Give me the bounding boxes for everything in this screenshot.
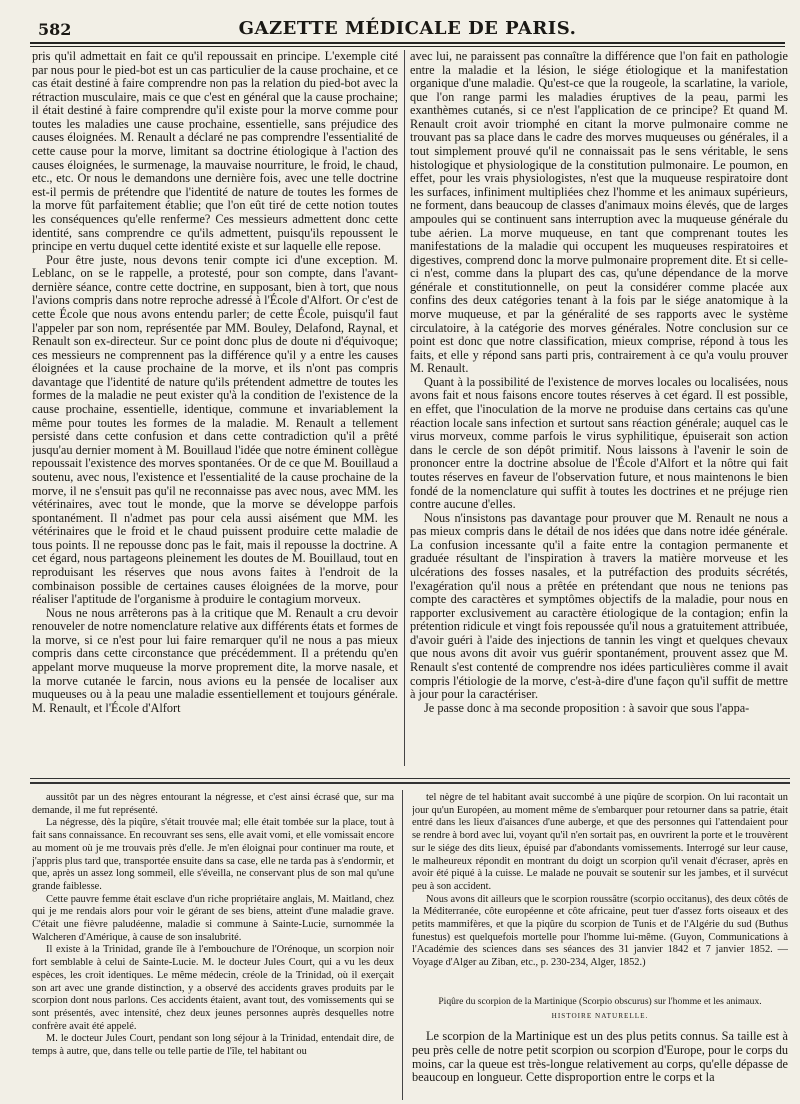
paragraph: Le scorpion de la Martinique est un des plus petits connus. Sa taille est à peu près celle de notre petit scorpion ou scorpion d'Europe, pour le corps du moins, car la queue est très-longue relativement au corps, qu'elle dépasse de beaucoup en longueur. Cette disproportion entre le corps et la: [412, 1030, 788, 1085]
paragraph: Quant à la possibilité de l'existence de morves locales ou localisées, nous avons fait et nous faisons encore toutes réserves à cet égard. Il est possible, en effet, que l'inoculation de la morve ne produise dans certains cas qu'une réaction locale sans infection et surtout sans réaction générale; auquel cas le virus morveux, comme parfois le virus syphilitique, épuiserait son action dans le cercle de son dépôt primitif. Nous laissons à l'avenir le soin de prononcer entre la doctrine absolue de l'École d'Alfort et la nôtre qui fait toutes réserves en faveur de l'observation future, et nous maintenons le bien fondé de la nomenclature qui suffit à toutes les doctrines et ne préjuge rien contre aucune d'elles.: [410, 374, 788, 512]
column-divider: [402, 790, 403, 1100]
section-separator-thick: [30, 782, 790, 784]
section-body: [412, 1030, 788, 1100]
paragraph: Cette pauvre femme était esclave d'un riche propriétaire anglais, M. Maitland, chez qui je me rendais alors pour voir le gérant de ses biens, atteint d'une maladie grave. C'était une fièvre paludéenne, maladie si commune à Sainte-Lucie, surnommée la Walcheren d'Amérique, à cause de son insalubrité.: [32, 893, 394, 943]
paragraph: aussitôt par un des nègres entourant la négresse, et c'est ainsi écrasé que, sur ma demande, il me fut représenté.: [32, 792, 394, 816]
page-number: 582: [38, 20, 72, 39]
feuilleton-left-column: [32, 792, 394, 1096]
paragraph: Pour être juste, nous devons tenir compte ici d'une exception. M. Leblanc, on se le rappelle, a protesté, pour son compte, dans l'avant-dernière séance, contre cette doctrine, en supposant, bien à tort, que nous l'avions compris dans notre reproche adressé à l'École d'Alfort. Or c'est de cette École que nous avons entendu parler; de cette École, puisqu'il faut l'appeler par son nom, représentée par MM. Bouley, Delafond, Raynal, et Renault son ex-directeur. Sur ce point donc plus de doute ni d'équivoque; ces messieurs ne comprennent pas la différence qu'il y a entre les causes éloignées et la cause prochaine de la morve, et ils n'ont pas compris davantage que l'identité de nature qu'ils prétendent admettre de toutes les formes de la maladie ne peut exister qu'à la condition de l'existence de la cause prochaine, essentielle, identique, commune et invariablement la même pour toutes les formes de la maladie. M. Renault a tellement persisté dans cette confusion et dans cette contradiction qu'il a prêté jusqu'au dernier moment à M. Bouillaud l'idée que notre éminent collègue repoussait l'existence des morves spontanées. Or de ce que M. Bouillaud a soutenu, avec nous, l'existence et l'essentialité de la cause prochaine de la morve, il ne s'ensuit pas qu'il ne reconnaisse pas avec nous, avec MM. les vétérinaires, avec tout le monde, que la morve se développe parfois spontanément. Il n'admet pas pour cela aussi aisément que MM. les vétérinaires que le froid et le chaud puissent produire cette maladie de tous points. Il ne repousse donc pas le fait, mais il repousse la doctrine. A cet égard, nous partageons pleinement les doutes de M. Bouillaud, tout en reproduisant les réserves que nous avons faites à l'endroit de la combinaison possible de certaines causes éloignées de la morve, pour réaliser l'aptitude de l'organisme à produire le contagium morveux.: [32, 252, 398, 607]
paragraph: M. le docteur Jules Court, pendant son long séjour à la Trinidad, entendait dire, de temps à autre, que, dans telle ou telle partie de l'île, tel habitant ou: [32, 1033, 394, 1058]
figure-caption: Piqûre du scorpion de la Martinique (Scorpio obscurus) sur l'homme et les animaux.: [438, 996, 762, 1007]
paragraph: Nous n'insistons pas davantage pour prouver que M. Renault ne nous a pas mieux compris dans le détail de nos idées que dans notre idée générale. La confusion incessante qu'il a faite entre la contagion permanente et graduée résultant de l'inspiration à travers la matière morveuse et les ulcérations des fosses nasales, et la putréfaction des produits sécrétés, l'exagération qu'il nous a prêtée en prétendant que nous ne tenions pas compte des caractères et symptômes objectifs de la maladie, pour nous en rapporter exclusivement au caractère étiologique de la contagion; enfin la prétention ridicule et vingt fois repoussée qu'il nous a gratuitement attribuée, d'avoir guéri à l'aide des injections de tannin les vingt et quelques chevaux que nous avons dit avoir vus guérir spontanément, prouvent assez que M. Renault s'est contenté de comprendre nos idées particulières comme il avait compris l'étiologie de la morve, c'est-à-dire d'une façon qu'il suffit de mettre à jour pour la caractériser.: [410, 510, 788, 702]
header-rule: [30, 42, 785, 44]
section-heading: HISTOIRE NATURELLE.: [551, 1012, 649, 1020]
page-header: [30, 18, 785, 40]
paragraph: Il existe à la Trinidad, grande île à l'embouchure de l'Orénoque, un scorpion noir fort semblable à celui de Sainte-Lucie. M. le docteur Jules Court, qui a vu les deux espèces, les croit identiques. Le même médecin, créole de la Trinidad, où il exerçait son art avec une grande distinction, y a observé des accidents graves produits par le scorpion dont nous parlons. Ces accidents étaient, avant tout, des vomissements qui se sont présentés, avec intensité, chez deux jeunes personnes auprès desquelles notre confrère avait été appelé.: [32, 944, 394, 1032]
feuilleton-right-column: [412, 792, 788, 992]
paragraph: Nous ne nous arrêterons pas à la critique que M. Renault a cru devoir renouveler de notre nomenclature relative aux différents états et formes de la morve, si ce n'est pour lui faire remarquer qu'il ne nous a pas mieux compris dans cette circonstance que précédemment. Il a prétendu qu'en appelant morve muqueuse la morve proprement dite, la morve nasale, et la morve cutanée le farcin, nous avions eu la pensée de localiser aux muqueuses ou à la peau une maladie essentiellement et toujours générale. M. Renault, et l'École d'Alfort: [32, 605, 398, 715]
header-rule-thin: [30, 46, 785, 47]
paragraph: Je passe donc à ma seconde proposition : à savoir que sous l'appa-: [424, 700, 750, 715]
paragraph: tel nègre de tel habitant avait succombé à une piqûre de scorpion. On lui racontait un jour qu'un Européen, au moment même de s'embarquer pour retourner dans sa patrie, était entré dans les lieux d'aisances d'une auberge, et que des personnes qui l'attendaient pour se rendre à bord avec lui, voyant qu'il n'en sortait pas, en ouvrirent la porte et le trouvèrent sur le siége des dits lieux, épuisé par d'abondants vomissements. Interrogé sur leur cause, le malheureux répondit en montrant du doigt un scorpion qu'il venait d'écraser, après en avoir été piqué à la cuisse. Le malade ne pouvait se soutenir sur les jambes, et il survécut peu à son accident.: [412, 792, 788, 892]
paragraph: La négresse, dès la piqûre, s'était trouvée mal; elle était tombée sur la place, tout à fait sans connaissance. En recouvrant ses sens, elle avait vomi, et elle vomissait encore au moment où je me trouvais près d'elle. Je m'en éloignai pour continuer ma route, et j'appris plus tard que, transportée ensuite dans sa case, elle ne tarda pas à s'endormir, et que, après un assez long sommeil, elle s'éveilla, ne conservant plus de son mal qu'une grande faiblesse.: [32, 817, 394, 892]
top-left-column: [32, 50, 398, 764]
paragraph: Nous avons dit ailleurs que le scorpion roussâtre (scorpio occitanus), des deux côtés de la Méditerranée, côte européenne et côte africaine, peut tuer d'assez forts oiseaux et des petits mammifères, et que la piqûre du scorpion de Tunis et de l'Algérie du sud (Buthus funestus) est quelquefois mortelle pour l'homme lui-même. (Guyon, Communications à l'Académie des sciences dans ses séances des 31 janvier 1842 et 7 janvier 1852. — Voyage d'Alger au Ziban, etc., p. 230-234, Alger, 1852.): [412, 893, 788, 969]
paragraph: avec lui, ne paraissent pas connaître la différence que l'on fait en pathologie entre la maladie et la lésion, le siége étiologique et la manifestation organique d'une maladie. Qu'est-ce que la rougeole, la scarlatine, la variole, que l'on range parmi les maladies éruptives de la peau, parmi les exanthèmes cutanés, si ce n'est l'application de ce principe? Et quand M. Renault croit avoir triomphé en citant la morve pulmonaire comme ne trouvant pas sa place dans le cadre des morves muqueuses ou générales, il a tout simplement prouvé qu'il ne connaissait pas le sens véritable, le sens histologique et physiologique de la constitution pulmonaire. Le poumon, en effet, pour les vrais physiologistes, n'est que la muqueuse respiratoire dont les surfaces, infiniment multipliées chez l'homme et les animaux supérieurs, ne forment, dans beaucoup de classes d'animaux moins élevés, que de larges ampoules qui se continuent sans interruption avec la muqueuse générale du tube aérien. La morve muqueuse, en tant que comprenant toutes les manifestations de la maladie qui occupent les muqueuses respiratoires et digestives, comprend donc la morve pulmonaire proprement dite. Et si celle-ci n'est, comme dans la plupart des cas, qu'une dépendance de la morve générale et constitutionnelle, on peut la considérer comme placée aux confins des deux catégories tenant à la fois par le siége anatomique à la morve muqueuse, et par la généralité de ses rapports avec le système circulatoire, à la catégorie des morves générales. Notre conclusion sur ce point est donc que notre classification, mieux comprise, répond à tous les faits, et elle y répond sans parti pris, contrairement à ce qu'a voulu prouver M. Renault.: [410, 50, 788, 376]
journal-title: GAZETTE MÉDICALE DE PARIS.: [238, 18, 577, 39]
top-right-column: [410, 50, 788, 764]
paragraph: pris qu'il admettait en fait ce qu'il repoussait en principe. L'exemple cité par nous pour le pied-bot est un cas particulier de la cause prochaine, et ce cas était destiné à faire comprendre non pas la relation du pied-bot avec la rétraction musculaire, mais ce que c'est en général que la cause prochaine; il était destiné à faire comprendre qu'il existe pour la morve comme pour toutes les maladies une cause prochaine, essentielle, sans préjudice des causes éloignées. M. Renault a déclaré ne pas comprendre l'essentialité de cette cause pour la morve, limitant sa doctrine étiologique à l'action des causes éloignées, le surmenage, la mauvaise nourriture, le froid, le chaud, etc., etc. Or nous le demandons une dernière fois, avec une telle doctrine est-il permis de prétendre que l'identité de nature de toutes les formes de la morve fût parfaitement établie; que l'on eût tiré de cette notion toutes les conséquences qu'elle renferme? Ces messieurs admettent donc cette identité, sans comprendre ce qu'ils admettent, puisqu'ils repoussent le principe en vertu duquel cette identité existe et sur laquelle elle repose.: [32, 50, 398, 254]
column-divider: [404, 50, 405, 766]
section-separator: [30, 778, 790, 779]
